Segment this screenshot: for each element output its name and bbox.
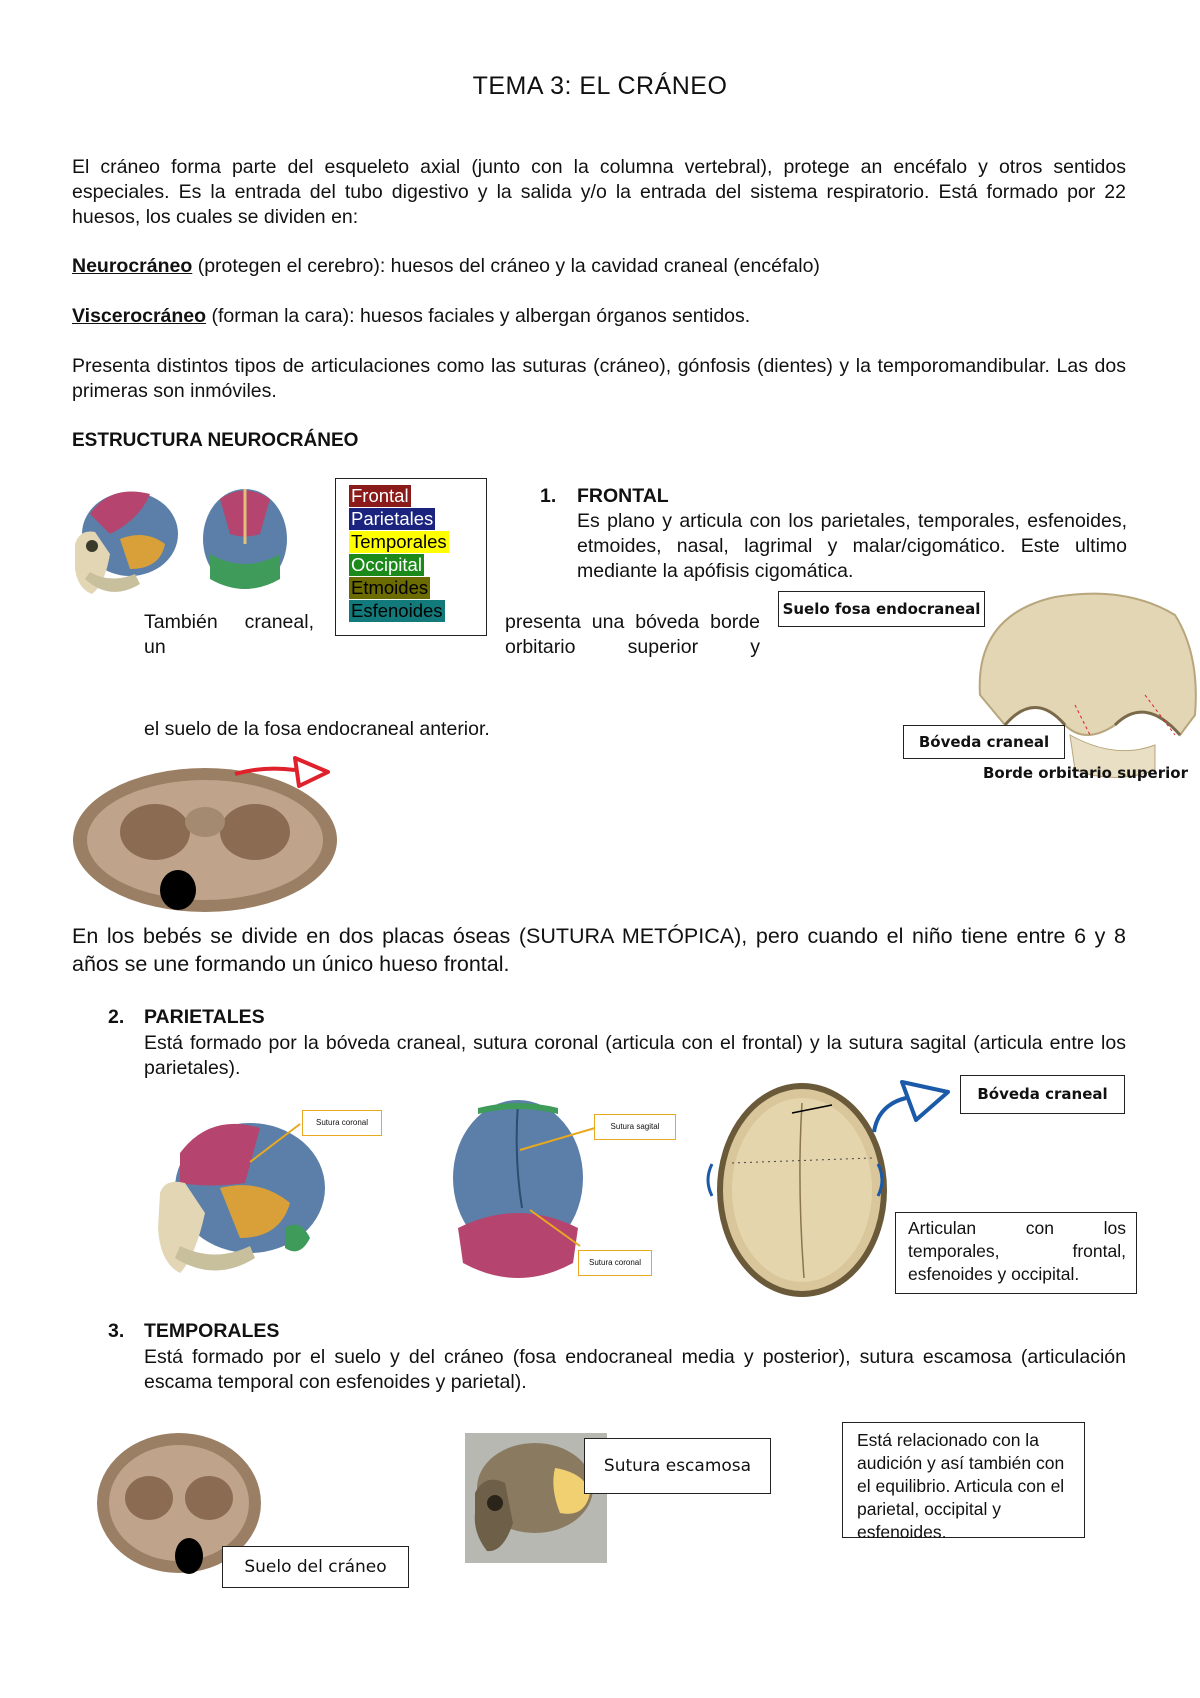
- skull-colored-lateral-image: [70, 484, 300, 606]
- leader-lines-posterior: [510, 1110, 600, 1250]
- bone-color-legend: [335, 478, 487, 636]
- frontal-suelo-line: el suelo de la fosa endocraneal anterior.: [144, 718, 490, 740]
- callout-boveda-parietal: Bóveda craneal: [960, 1075, 1125, 1114]
- callout-borde-orbitario: Borde orbitario superior: [983, 764, 1188, 782]
- red-arrow-icon: [233, 752, 333, 792]
- legend-temporales: Temporales: [351, 531, 447, 552]
- parietales-body: Está formado por la bóveda craneal, sutura coronal (articula con el frontal) y la sutura sagital (articula entre los parietales).: [144, 1032, 1126, 1079]
- frontal-heading: FRONTAL: [577, 485, 669, 507]
- callout-sutura-escamosa: Sutura escamosa: [584, 1438, 771, 1494]
- neurocraneo-term: Neurocráneo: [72, 255, 193, 277]
- label-sutura-coronal-2: Sutura coronal: [578, 1250, 652, 1276]
- legend-parietales: Parietales: [351, 508, 434, 529]
- intro-paragraph: El cráneo forma parte del esqueleto axial (junto con la columna vertebral), protege an encéfalo y otros sentidos especiales. Es la entrada del tubo digestivo y la salida y/o la entrada del sistema respiratorio. Está formado por 22 huesos, los cuales se dividen en:: [72, 156, 1126, 228]
- viscerocraneo-desc: (forman la cara): huesos faciales y albergan órganos sentidos.: [206, 305, 751, 327]
- skull-posterior: [203, 489, 287, 589]
- label-sutura-coronal-1: Sutura coronal: [302, 1110, 382, 1136]
- callout-suelo-fosa: Suelo fosa endocraneal: [778, 591, 985, 627]
- temporales-body: Está formado por el suelo y del cráneo (fosa endocraneal media y posterior), sutura escamosa (articulación escama temporal con esfenoides y parietal).: [144, 1346, 1126, 1393]
- blue-arrow-icon: [868, 1070, 958, 1140]
- bebes-paragraph: En los bebés se divide en dos placas óseas (SUTURA METÓPICA), pero cuando el niño tiene entre 6 y 8 años se une formando un único hueso frontal.: [72, 924, 1126, 976]
- frontal-tambien-right: presenta una bóveda borde orbitario superior y: [505, 611, 760, 658]
- legend-esfenoides: Esfenoides: [351, 600, 443, 621]
- parietales-number: 2.: [108, 1006, 125, 1028]
- legend-etmoides: Etmoides: [351, 577, 429, 598]
- legend-frontal: Frontal: [351, 485, 409, 506]
- neurocraneo-desc: (protegen el cerebro): huesos del cráneo y la cavidad craneal (encéfalo): [192, 255, 820, 277]
- section-heading: ESTRUCTURA NEUROCRÁNEO: [72, 430, 359, 451]
- articulaciones-paragraph: Presenta distintos tipos de articulaciones como las suturas (cráneo), gónfosis (dientes) y la temporomandibular. Las dos primeras son inmóviles.: [72, 355, 1126, 402]
- label-sutura-sagital: Sutura sagital: [594, 1114, 676, 1140]
- frontal-number: 1.: [540, 485, 557, 507]
- parens-icon: [700, 1160, 900, 1200]
- viscerocraneo-term: Viscerocráneo: [72, 305, 207, 327]
- viscerocraneo-line: [72, 304, 1126, 329]
- skull-lateral: [75, 492, 178, 595]
- temporales-number: 3.: [108, 1320, 125, 1342]
- callout-articulan: Articulan con los temporales, frontal, esfenoides y occipital.: [895, 1212, 1137, 1294]
- legend-occipital: Occipital: [351, 554, 422, 575]
- callout-suelo-craneo: Suelo del cráneo: [222, 1546, 409, 1588]
- callout-boveda-frontal: Bóveda craneal: [903, 725, 1065, 759]
- neurocraneo-line: [72, 254, 1126, 279]
- callout-audicion: Está relacionado con la audición y así también con el equilibrio. Articula con el parietal, occipital y esfenoides.: [842, 1422, 1085, 1538]
- page-title: TEMA 3: EL CRÁNEO: [472, 72, 728, 100]
- parietales-heading: PARIETALES: [144, 1006, 265, 1028]
- frontal-tambien-left: También craneal, un: [144, 611, 314, 658]
- temporales-heading: TEMPORALES: [144, 1320, 280, 1342]
- frontal-body: Es plano y articula con los parietales, temporales, esfenoides, etmoides, nasal, lagrimal y malar/cigomático. Este ultimo mediante la apófisis cigomática.: [577, 510, 1127, 582]
